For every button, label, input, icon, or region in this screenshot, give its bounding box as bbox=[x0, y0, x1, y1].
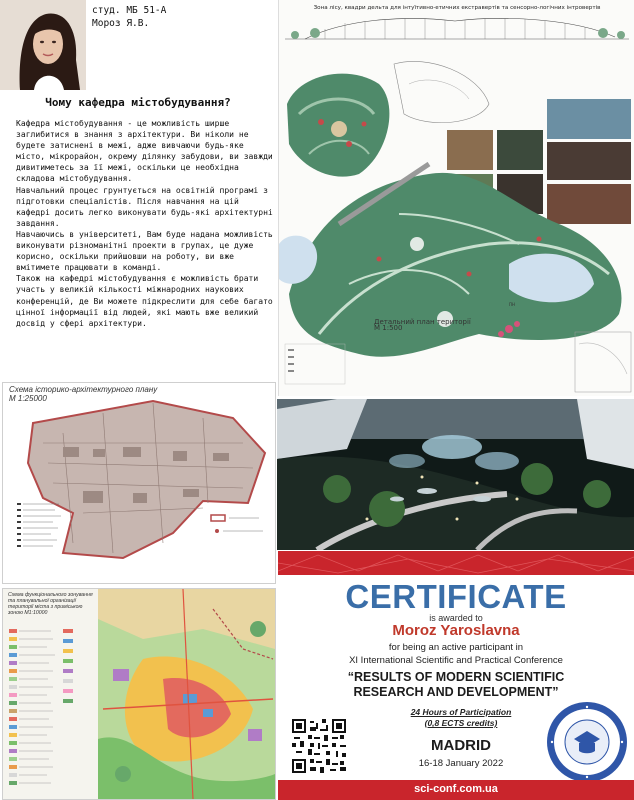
certificate-for: for being an active participant in bbox=[388, 642, 524, 653]
portrait-image bbox=[0, 0, 86, 90]
seal-icon bbox=[546, 701, 628, 783]
detail-plan-title: Детальний план території bbox=[374, 318, 471, 326]
plan-title: Зона лісу, квадри дельта для інтуїтивно-етичних екстравертів та сенсорно-логічних інтровертів bbox=[313, 5, 601, 11]
recipient-name: Yaroslavna bbox=[440, 622, 520, 639]
ects-credits: (0,8 ECTS credits) bbox=[424, 718, 498, 728]
essay-paragraph: Також на кафедрі містобудування є можливість брати участь у великій кількості міжнародних наукових конференцій, де Ви можете підкреслити для себе багато цінної інформації від людей, які мають вже великий досвід у сфері архітектури. bbox=[16, 274, 273, 328]
recipient-surname: Moroz bbox=[392, 622, 437, 639]
zoning-map bbox=[3, 589, 275, 799]
render-scene bbox=[277, 399, 634, 550]
detail-plan-scale: М 1:500 bbox=[374, 324, 403, 332]
certificate-conference: XI International Scientific and Practical Conference bbox=[349, 655, 563, 666]
certificate-heading: CERTIFICATE bbox=[345, 578, 567, 615]
qr-code-icon bbox=[292, 719, 346, 773]
essay-title: Чому кафедра містобудування? bbox=[45, 96, 231, 109]
certificate-conference-title bbox=[278, 670, 634, 700]
participation-hours: 24 Hours of Participation bbox=[410, 707, 512, 717]
essay-paragraph: Кафедра містобудування - це можливість ширше заглибитися в знання з архітектури. Ви ніколи не будете затиснені в межі, адже вивчаючи будь-яке місто, мікрорайон, окрему ділянку забудови, ви завжди дивитиметесь за її межі, оскільки це необхідна складова містобудування. bbox=[16, 119, 273, 184]
park-master-plan bbox=[278, 0, 634, 396]
essay-paragraph: Навчаючись в університеті, Вам буде надана можливість виконувати різноманітні проекти в групах, це дуже корисно, оскільки прийшовши на роботу, ви вже вмітимете працювати в команді. bbox=[16, 229, 273, 273]
certificate bbox=[278, 551, 634, 800]
historical-plan-scheme bbox=[2, 382, 276, 584]
certificate-city: MADRID bbox=[431, 737, 491, 754]
certificate-awarded: is awarded to bbox=[429, 613, 483, 623]
historical-title-text: Схема історико-архітектурного плану bbox=[9, 385, 158, 394]
elevation-drawing bbox=[285, 13, 629, 43]
zoning-title: Схема функціонального зонування та планувальної організації території міста з приміською зоною М1:10000 bbox=[8, 592, 93, 616]
historical-map bbox=[3, 383, 275, 583]
student-photo bbox=[0, 0, 86, 90]
certificate-date: 16-18 January 2022 bbox=[418, 758, 504, 769]
essay-paragraph: Навчальний процес грунтується на освітній програмі з підготовки спеціалістів. Після навчання на цій кафедрі досить легко виконувати будь-які архітектурні завдання. bbox=[16, 185, 273, 228]
svg-text:ПН: ПН bbox=[509, 302, 516, 307]
student-info bbox=[92, 4, 272, 30]
student-name: Мороз Я.В. bbox=[92, 18, 150, 29]
conference-title-line1: “RESULTS OF MODERN SCIENTIFIC bbox=[347, 670, 565, 684]
certificate-hours bbox=[396, 707, 526, 729]
qr-code bbox=[290, 717, 348, 775]
park-plan-drawing bbox=[279, 44, 634, 396]
student-group: студ. МБ 51-А bbox=[92, 5, 167, 16]
conference-title-line2: RESEARCH AND DEVELOPMENT” bbox=[353, 685, 559, 699]
functional-zoning-scheme bbox=[2, 588, 276, 800]
detail-plan-label bbox=[374, 320, 471, 332]
certificate-pattern bbox=[278, 551, 634, 575]
certificate-top-band bbox=[278, 551, 634, 575]
historical-scale: М 1:25000 bbox=[9, 394, 47, 403]
certificate-recipient bbox=[278, 622, 634, 639]
conference-seal bbox=[546, 701, 628, 783]
essay-text bbox=[16, 118, 274, 376]
certificate-website: sci-conf.com.ua bbox=[414, 783, 498, 795]
night-render-image bbox=[277, 399, 634, 550]
